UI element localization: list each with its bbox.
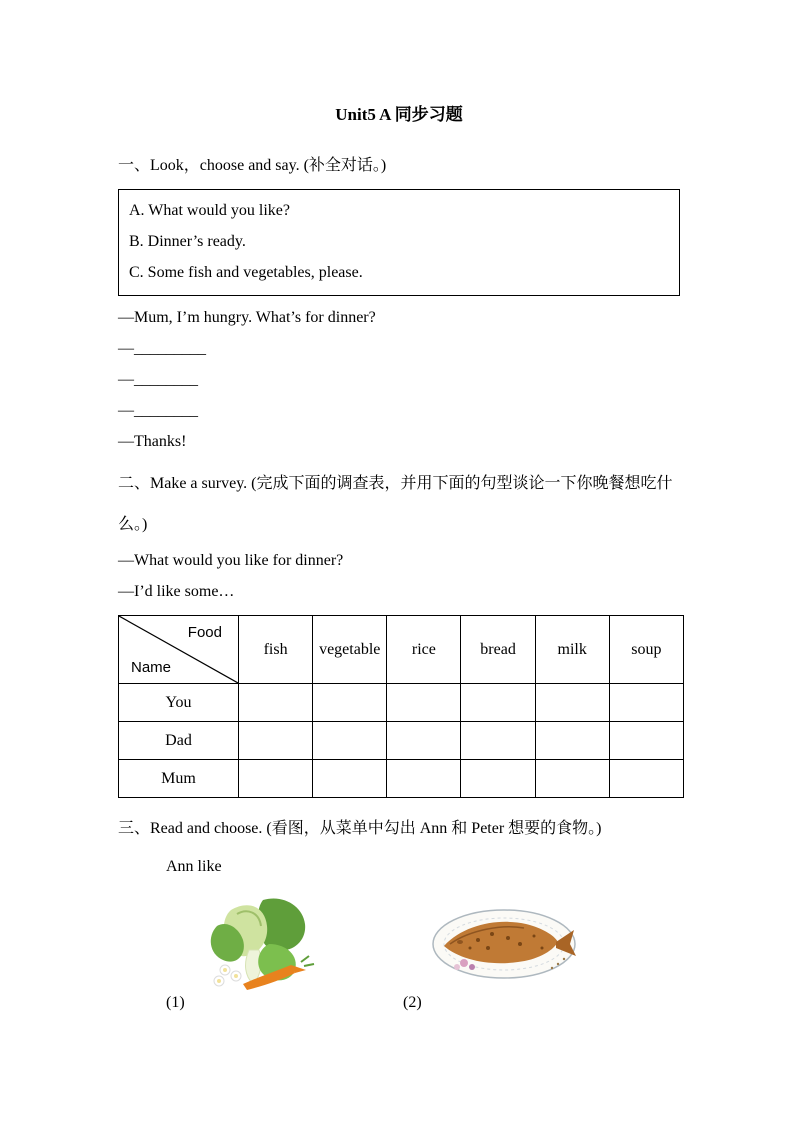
picture-label-1: (1) <box>166 994 185 1011</box>
cell-mum-fish <box>239 760 313 798</box>
corner-label-name: Name <box>131 659 172 676</box>
section1-heading: 一、Look，choose and say. (补全对话。) <box>118 157 387 174</box>
cell-you-milk <box>535 684 609 722</box>
column-header-rice: rice <box>387 616 461 684</box>
row-label-you: You <box>119 684 239 722</box>
table-header-row <box>119 616 684 684</box>
roast-fish-image <box>430 902 578 982</box>
table-row-dad <box>119 722 684 760</box>
dialogue-line-1: —Mum, I’m hungry. What’s for dinner? <box>118 309 376 326</box>
cell-mum-bread <box>461 760 535 798</box>
corner-label-food: Food <box>187 624 222 641</box>
vegetables-image <box>203 892 318 992</box>
survey-question: —What would you like for dinner? <box>118 552 344 569</box>
cell-mum-rice <box>387 760 461 798</box>
cell-dad-bread <box>461 722 535 760</box>
cell-you-fish <box>239 684 313 722</box>
option-c: C. Some fish and vegetables, please. <box>129 264 363 281</box>
options-box <box>118 189 680 296</box>
table-corner-cell <box>119 616 239 684</box>
cell-you-vegetable <box>313 684 387 722</box>
page-title: Unit5 A 同步习题 <box>335 105 463 124</box>
picture-row <box>118 888 680 1028</box>
cell-dad-rice <box>387 722 461 760</box>
table-row-you <box>119 684 684 722</box>
cell-dad-soup <box>609 722 683 760</box>
column-header-vegetable: vegetable <box>313 616 387 684</box>
option-b: B. Dinner’s ready. <box>129 233 246 250</box>
dialogue-blank-1: —_________ <box>118 340 206 357</box>
row-label-mum: Mum <box>119 760 239 798</box>
survey-answer: —I’d like some… <box>118 583 235 600</box>
option-a: A. What would you like? <box>129 202 291 219</box>
row-label-dad: Dad <box>119 722 239 760</box>
dialogue-line-thanks: —Thanks! <box>118 433 187 450</box>
cell-you-soup <box>609 684 683 722</box>
column-header-soup: soup <box>609 616 683 684</box>
cell-you-bread <box>461 684 535 722</box>
cell-dad-vegetable <box>313 722 387 760</box>
section3-heading: 三、Read and choose. (看图，从菜单中勾出 Ann 和 Peter 想要的食物。) <box>118 820 602 837</box>
ann-like-label: Ann like <box>166 858 222 875</box>
column-header-bread: bread <box>461 616 535 684</box>
dialogue-blank-3: —________ <box>118 402 198 419</box>
section2-heading: 二、Make a survey. (完成下面的调查表，并用下面的句型谈论一下你晚餐想吃什么。) <box>118 475 673 533</box>
cell-you-rice <box>387 684 461 722</box>
cell-mum-soup <box>609 760 683 798</box>
table-row-mum <box>119 760 684 798</box>
cell-dad-fish <box>239 722 313 760</box>
survey-table <box>118 615 684 798</box>
column-header-milk: milk <box>535 616 609 684</box>
picture-label-2: (2) <box>403 994 422 1011</box>
dialogue-blank-2: —________ <box>118 371 198 388</box>
cell-dad-milk <box>535 722 609 760</box>
cell-mum-vegetable <box>313 760 387 798</box>
cell-mum-milk <box>535 760 609 798</box>
column-header-fish: fish <box>239 616 313 684</box>
